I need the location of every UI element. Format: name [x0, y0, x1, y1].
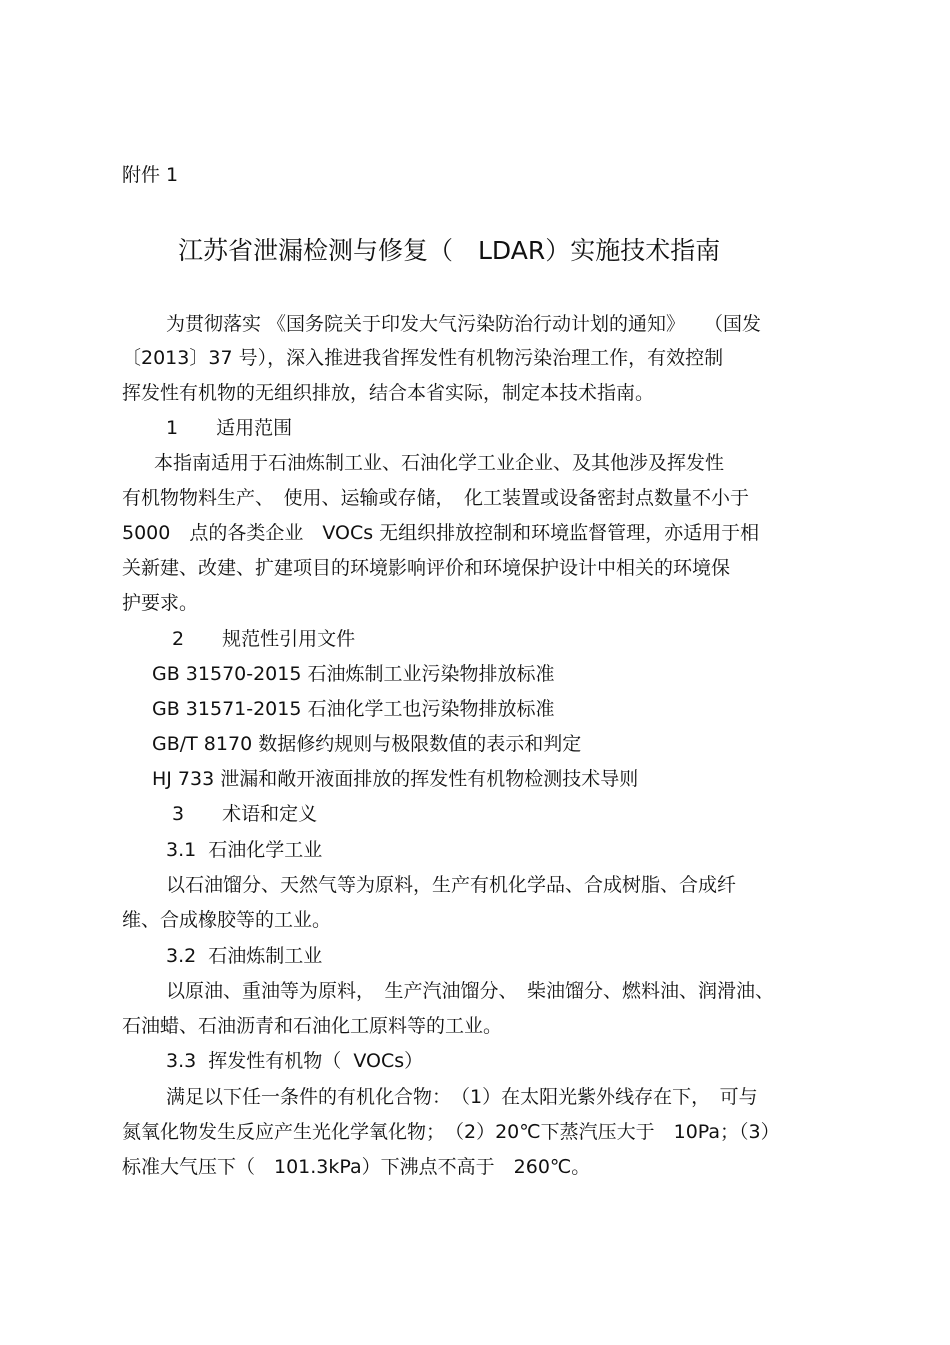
subsection-heading: 3.2 石油炼制工业: [166, 945, 323, 967]
body-line: 维、合成橡胶等的工业。: [122, 909, 332, 931]
body-line: 本指南适用于石油炼制工业、石油化学工业企业、及其他涉及挥发性: [154, 452, 725, 474]
body-line: 有机物物料生产、 使用、运输或存储， 化工装置或设备密封点数量不小于: [122, 487, 750, 509]
reference-item: GB 31571-2015 石油化学工也污染物排放标准: [152, 698, 555, 720]
body-line: 以原油、重油等为原料， 生产汽油馏分、 柴油馏分、燃料油、润滑油、: [166, 980, 775, 1002]
section-heading: 1 适用范围: [166, 417, 293, 439]
body-line: 石油蜡、石油沥青和石油化工原料等的工业。: [122, 1015, 503, 1037]
subsection-heading: 3.3 挥发性有机物（ VOCs）: [166, 1050, 424, 1072]
reference-item: GB 31570-2015 石油炼制工业污染物排放标准: [152, 663, 555, 685]
reference-item: GB/T 8170 数据修约规则与极限数值的表示和判定: [152, 733, 582, 755]
body-line: 护要求。: [122, 592, 199, 614]
intro-line: 〔2013〕37 号），深入推进我省挥发性有机物污染治理工作，有效控制: [122, 347, 724, 369]
body-line: 5000 点的各类企业 VOCs 无组织排放控制和环境监督管理，亦适用于相: [122, 522, 760, 544]
body-line: 标准大气压下（ 101.3kPa）下沸点不高于 260℃。: [122, 1156, 591, 1178]
section-heading: 3 术语和定义: [172, 803, 318, 825]
body-line: 以石油馏分、天然气等为原料，生产有机化学品、合成树脂、合成纤: [166, 874, 737, 896]
page-title: 江苏省泄漏检测与修复（ LDAR）实施技术指南: [178, 236, 721, 265]
body-line: 满足以下任一条件的有机化合物： （1）在太阳光紫外线存在下， 可与: [166, 1086, 758, 1108]
section-heading: 2 规范性引用文件: [172, 628, 356, 650]
subsection-heading: 3.1 石油化学工业: [166, 839, 323, 861]
reference-item: HJ 733 泄漏和敞开液面排放的挥发性有机物检测技术导则: [152, 768, 639, 790]
attachment-label: 附件 1: [122, 164, 179, 186]
body-line: 关新建、改建、扩建项目的环境影响评价和环境保护设计中相关的环境保: [122, 557, 731, 579]
body-line: 氮氧化物发生反应产生光化学氧化物； （2）20℃下蒸汽压大于 10Pa；（3）: [122, 1121, 780, 1143]
intro-line: 为贯彻落实 《国务院关于印发大气污染防治行动计划的通知》 （国发: [166, 313, 762, 335]
intro-line: 挥发性有机物的无组织排放，结合本省实际，制定本技术指南。: [122, 382, 655, 404]
